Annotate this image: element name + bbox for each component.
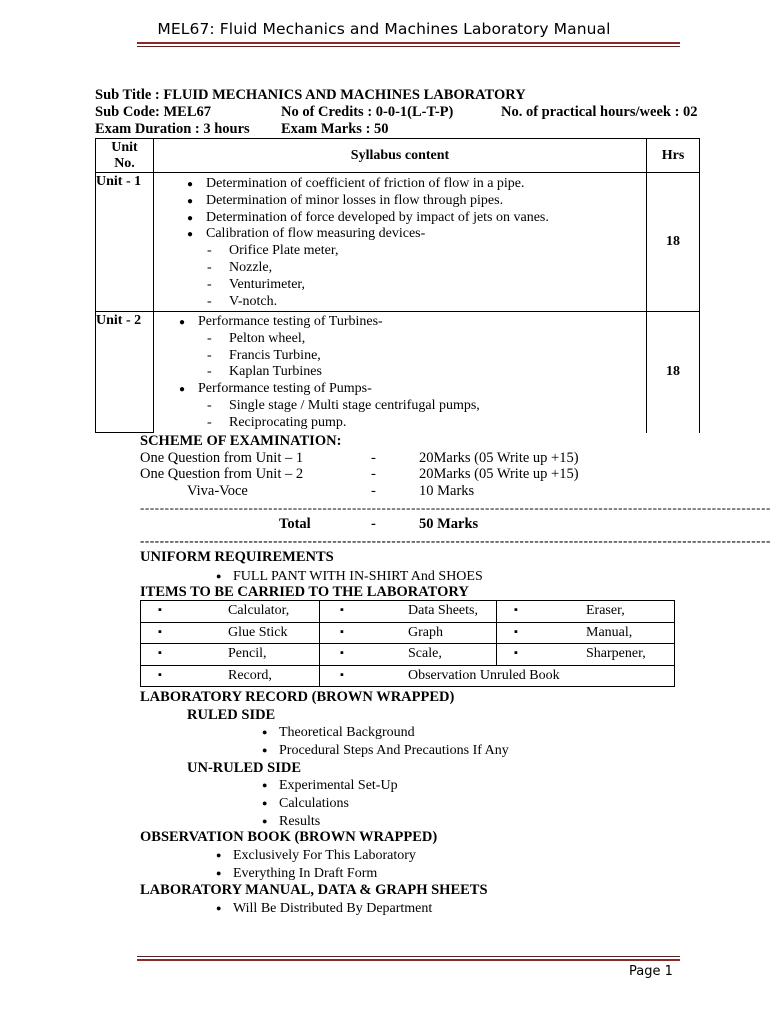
item-text: Glue Stick — [228, 624, 288, 640]
footer-rule — [137, 959, 680, 961]
square-bullet: ▪ — [514, 604, 518, 616]
list-item-text: Calibration of flow measuring devices- — [206, 226, 426, 242]
sub-item — [207, 330, 646, 348]
bullet-dot: ● — [179, 317, 186, 328]
manual-item-1: Will Be Distributed By Department — [233, 901, 433, 916]
item-text: Pencil, — [228, 646, 267, 661]
ruled-side-heading: RULED SIDE — [187, 707, 276, 723]
list-item-text: Determination of minor losses in flow through pipes. — [206, 192, 504, 208]
unit-2-bullet-1 — [154, 312, 646, 331]
sub-item — [207, 414, 646, 432]
unit-2-subitems-1 — [154, 331, 646, 381]
unit-header-line1: Unit — [111, 139, 138, 155]
unit-2-text: Unit - 2 — [96, 313, 142, 328]
sub-item-text: V-notch. — [229, 293, 278, 309]
bullet-dot: ● — [187, 179, 194, 190]
items-cell — [141, 665, 320, 687]
sub-item — [207, 276, 646, 294]
items-cell — [320, 601, 497, 623]
unit-no-header — [96, 139, 154, 173]
credits: No of Credits : 0-0-1(L-T-P) — [281, 104, 454, 120]
unit-2-bullet-2 — [154, 381, 646, 398]
header-rule — [137, 42, 680, 44]
list-item — [187, 176, 646, 193]
sub-item — [207, 243, 646, 260]
item-text: Graph — [408, 624, 443, 640]
bullet-dot: ● — [262, 727, 268, 737]
exam-marks: Exam Marks : 50 — [281, 121, 389, 137]
item-text: Eraser, — [586, 603, 625, 618]
scheme-row-3-sep: - — [371, 483, 376, 499]
bullet-dot: ● — [187, 195, 194, 207]
sub-item — [207, 293, 646, 311]
items-cell — [320, 622, 497, 644]
dash-marker: - — [207, 397, 212, 413]
sub-item-text: Venturimeter, — [229, 276, 306, 292]
unit-1-row — [96, 173, 700, 312]
unit-2-row — [96, 312, 700, 433]
scheme-row-3-value: 10 Marks — [419, 483, 475, 499]
item-text: Manual, — [586, 624, 633, 640]
item-text: Scale, — [408, 646, 442, 661]
sub-item-text: Reciprocating pump. — [229, 414, 347, 430]
items-table — [140, 600, 675, 687]
scheme-row-2-value: 20Marks (05 Write up +15) — [419, 466, 579, 482]
scheme-row-2-label: One Question from Unit – 2 — [140, 466, 304, 482]
bullet-dot: ● — [216, 903, 222, 913]
syllabus-table — [95, 138, 700, 433]
list-item — [187, 192, 646, 210]
items-cell — [497, 622, 675, 644]
items-row-4 — [141, 665, 675, 687]
scheme-row-1-value: 20Marks (05 Write up +15) — [419, 450, 579, 466]
dash-marker: - — [207, 347, 212, 363]
item-text: Calculator, — [228, 603, 290, 618]
sub-item — [207, 347, 646, 365]
list-item — [187, 226, 646, 243]
sub-item-text: Kaplan Turbines — [229, 364, 322, 380]
sub-item-text: Pelton wheel, — [229, 330, 306, 346]
items-cell — [141, 644, 320, 666]
square-bullet: ▪ — [158, 604, 162, 616]
square-bullet: ▪ — [514, 647, 518, 659]
bullet-dot: ● — [262, 798, 268, 808]
page-header-title: MEL67: Fluid Mechanics and Machines Laboratory Manual — [157, 20, 611, 38]
item-text: Record, — [228, 667, 272, 683]
items-cell — [320, 644, 497, 666]
uniform-heading: UNIFORM REQUIREMENTS — [140, 549, 334, 565]
list-item — [187, 209, 646, 227]
manual-sheets-heading: LABORATORY MANUAL, DATA & GRAPH SHEETS — [140, 882, 488, 898]
square-bullet: ▪ — [340, 668, 344, 681]
bullet-dot: ● — [262, 745, 268, 755]
items-cell — [320, 665, 675, 687]
bullet-dot: ● — [187, 212, 194, 224]
page-number: Page 1 — [629, 964, 673, 979]
list-item — [179, 381, 646, 398]
items-row-2 — [141, 622, 675, 644]
unit-1-text: Unit - 1 — [96, 174, 142, 189]
unit-1-subitems — [154, 243, 646, 310]
scheme-row-2-sep: - — [371, 466, 376, 482]
total-label: Total — [279, 516, 311, 532]
items-row-1 — [141, 601, 675, 623]
dash-marker: - — [207, 259, 212, 275]
unit-1-hrs: 18 — [647, 173, 700, 312]
unit-2-label — [96, 312, 154, 433]
item-text: Sharpener, — [586, 646, 646, 661]
total-sep: - — [371, 516, 376, 532]
scheme-heading: SCHEME OF EXAMINATION: — [140, 433, 342, 449]
syllabus-content-header: Syllabus content — [154, 139, 647, 173]
list-item-text: Determination of force developed by impact of jets on vanes. — [206, 209, 549, 225]
unruled-side-heading: UN-RULED SIDE — [187, 760, 302, 776]
sub-code: Sub Code: MEL67 — [95, 104, 212, 120]
sub-item-text: Francis Turbine, — [229, 347, 321, 363]
bullet-dot: ● — [216, 868, 222, 878]
bullet-dot: ● — [179, 384, 186, 396]
item-text: Data Sheets, — [408, 603, 478, 618]
sub-item-text: Orifice Plate meter, — [229, 243, 339, 259]
unit-1-content — [154, 173, 647, 312]
sub-item — [207, 397, 646, 415]
lab-record-heading: LABORATORY RECORD (BROWN WRAPPED) — [140, 689, 455, 705]
sub-item-text: Single stage / Multi stage centrifugal pumps, — [229, 397, 480, 413]
list-item-text: Performance testing of Turbines- — [198, 314, 383, 329]
sub-item-text: Nozzle, — [229, 259, 273, 275]
bullet-dot: ● — [216, 571, 222, 581]
sub-item — [207, 259, 646, 277]
footer-rule-thin — [137, 956, 680, 957]
hrs-header: Hrs — [647, 139, 700, 173]
unit-header-line2: No. — [114, 155, 135, 171]
list-item-text: Performance testing of Pumps- — [198, 381, 372, 397]
unit-2-hrs: 18 — [647, 312, 700, 433]
ruled-item-1: Theoretical Background — [279, 725, 415, 740]
square-bullet: ▪ — [340, 625, 344, 638]
bullet-dot: ● — [216, 850, 222, 860]
unruled-item-1: Experimental Set-Up — [279, 778, 398, 793]
practical-hours: No. of practical hours/week : 02 — [501, 104, 698, 120]
sub-item — [207, 364, 646, 381]
dash-marker: - — [207, 293, 212, 309]
dashed-separator: -------------------------------------------------------------------------------------------------------------------------------- — [140, 500, 771, 515]
uniform-item: FULL PANT WITH IN-SHIRT And SHOES — [233, 569, 483, 584]
square-bullet: ▪ — [514, 625, 518, 638]
dashed-separator-bold: -------------------------------------------------------------------------------------------------------------------------------- — [140, 533, 771, 548]
items-heading: ITEMS TO BE CARRIED TO THE LABORATORY — [140, 584, 469, 600]
bullet-dot: ● — [187, 229, 194, 241]
dash-marker: - — [207, 243, 212, 259]
square-bullet: ▪ — [340, 604, 344, 616]
total-value: 50 Marks — [419, 516, 479, 532]
bullet-dot: ● — [262, 816, 268, 826]
unit-1-bullets — [154, 173, 646, 243]
list-item-text: Determination of coefficient of friction of flow in a pipe. — [206, 176, 525, 191]
sub-title: Sub Title : FLUID MECHANICS AND MACHINES LABORATORY — [95, 87, 526, 103]
dash-marker: - — [207, 364, 212, 380]
unit-2-content — [154, 312, 647, 433]
dash-marker: - — [207, 276, 212, 292]
square-bullet: ▪ — [158, 647, 162, 659]
dash-marker: - — [207, 330, 212, 346]
list-item — [179, 314, 646, 331]
unit-2-subitems-2 — [154, 398, 646, 432]
square-bullet: ▪ — [158, 625, 162, 638]
observation-item-2: Everything In Draft Form — [233, 866, 378, 881]
square-bullet: ▪ — [158, 668, 162, 681]
dash-marker: - — [207, 414, 212, 430]
exam-duration: Exam Duration : 3 hours — [95, 121, 250, 137]
items-cell — [141, 601, 320, 623]
ruled-item-2: Procedural Steps And Precautions If Any — [279, 743, 509, 758]
scheme-row-1-label: One Question from Unit – 1 — [140, 450, 304, 466]
observation-book-heading: OBSERVATION BOOK (BROWN WRAPPED) — [140, 829, 438, 845]
scheme-row-3-label: Viva-Voce — [187, 483, 248, 499]
unruled-item-2: Calculations — [279, 796, 349, 811]
bullet-dot: ● — [262, 780, 268, 790]
unruled-item-3: Results — [279, 814, 321, 829]
items-row-3 — [141, 644, 675, 666]
item-text: Observation Unruled Book — [408, 667, 560, 683]
syllabus-header-row — [96, 139, 700, 173]
header-rule-thin — [137, 46, 680, 47]
unit-1-label — [96, 173, 154, 312]
items-cell — [497, 644, 675, 666]
items-cell — [141, 622, 320, 644]
scheme-row-1-sep: - — [371, 450, 376, 466]
observation-item-1: Exclusively For This Laboratory — [233, 848, 416, 863]
items-cell — [497, 601, 675, 623]
square-bullet: ▪ — [340, 647, 344, 659]
